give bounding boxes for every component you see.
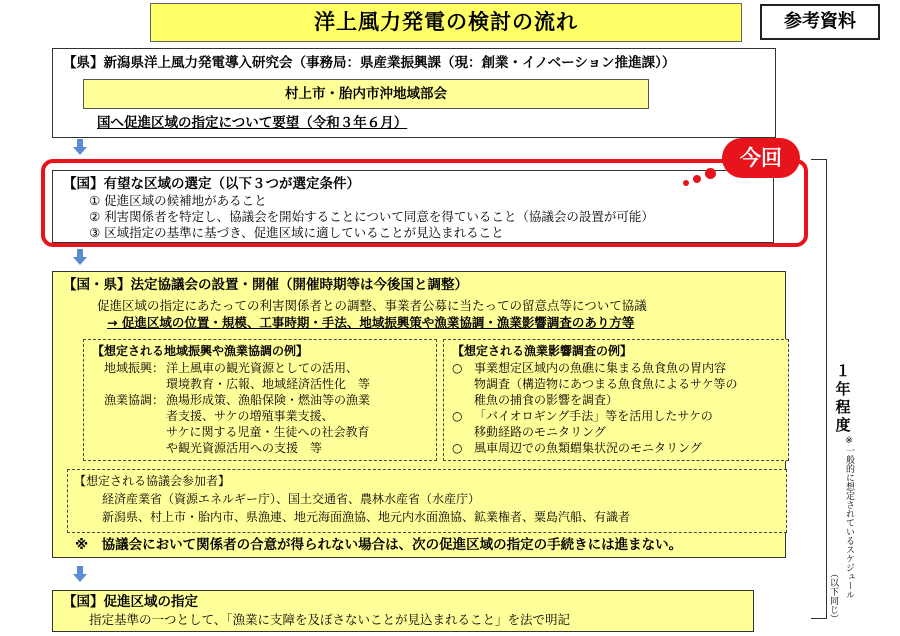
region-examples-box: [83, 339, 437, 461]
national-selection-heading: 【国】有望な区域の選定（以下３つが選定条件）: [63, 176, 360, 192]
survey-bullet: ○: [452, 361, 463, 375]
condition-2: ② 利害関係者を特定し、協議会を開始することについて同意を得ていること（協議会の設置が可能）: [89, 209, 654, 224]
participants-box: [67, 469, 787, 533]
schedule-note-sub: （以下同じ）: [828, 569, 838, 623]
designation-heading: 【国】促進区域の指定: [63, 594, 198, 610]
region-line: サケに関する児童・生徒への社会教育: [166, 425, 370, 439]
survey-bullet: ○: [452, 441, 463, 455]
council-heading: 【国・県】法定協議会の設置・開催（開催時期等は今後国と調整）: [63, 277, 468, 293]
current-stage-highlight-frame: [41, 159, 808, 247]
participants-line: 新潟県、村上市・胎内市、県漁連、地元海面漁協、地元内水面漁協、鉱業権者、粟島汽船、有識者: [102, 510, 631, 524]
participants-title: 【想定される協議会参加者】: [74, 474, 231, 488]
prefecture-section: [52, 48, 776, 138]
council-section: [52, 271, 786, 558]
schedule-duration: １年程度: [835, 362, 851, 434]
designation-section: [52, 590, 754, 632]
region-line: 漁場形成策、漁船保険・燃油等の漁業: [166, 393, 371, 407]
schedule-note: ※一般的に想定されているスケジュール: [844, 436, 854, 599]
down-arrow-icon: [73, 139, 87, 155]
region-line-label: 地域振興：: [104, 361, 165, 375]
request-text: 国へ促進区域の指定について要望（令和３年６月）: [97, 115, 408, 131]
callout-dot: [693, 175, 701, 183]
region-line-label: 漁業協調：: [104, 393, 165, 407]
designation-description: 指定基準の一つとして、「漁業に支障を及ぼさないことが見込まれること」を法で明記: [89, 612, 571, 627]
callout-dot: [683, 180, 689, 186]
region-line: や観光資源活用への支援 等: [166, 441, 323, 455]
survey-line: 事業想定区域内の魚礁に集まる魚食魚の胃内容: [474, 361, 727, 375]
schedule-bracket: [811, 159, 827, 619]
council-warning: ※ 協議会において関係者の合意が得られない場合は、次の促進区域の指定の手続きには進まない。: [75, 537, 683, 553]
down-arrow-icon: [73, 249, 87, 265]
survey-examples-title: 【想定される漁業影響調査の例】: [452, 344, 633, 358]
survey-line: 移動経路のモニタリング: [474, 425, 606, 439]
survey-examples-box: [443, 339, 789, 461]
survey-line: 稚魚の捕食の影響を調査）: [474, 393, 619, 407]
reference-badge: 参考資料: [760, 4, 880, 40]
condition-3: ③ 区域指定の基準に基づき、促進区域に適していることが見込まれること: [89, 225, 504, 240]
region-line: 者支援、サケの増殖事業支援、: [166, 409, 334, 423]
council-arrow-text: → 促進区域の位置・規模、工事時期・手法、地域振興策や漁業協調・漁業影響調査のあり方等: [107, 315, 635, 330]
down-arrow-icon: [73, 566, 87, 582]
callout-dot: [705, 168, 716, 179]
prefecture-heading: 【県】新潟県洋上風力発電導入研究会（事務局：県産業振興課（現：創業・イノベーション推進課））: [63, 55, 676, 71]
page-title: 洋上風力発電の検討の流れ: [150, 3, 742, 42]
survey-bullet: ○: [452, 409, 463, 423]
current-stage-label: 今回: [722, 138, 800, 178]
council-description: 促進区域の指定にあたっての利害関係者との調整、事業者公募に当たっての留意点等について協議: [97, 298, 647, 313]
region-line: 洋上風車の観光資源としての活用、: [166, 361, 359, 375]
survey-line: 物調査（構造物にあつまる魚食魚によるサケ等の: [474, 377, 738, 391]
condition-1: ① 促進区域の候補地があること: [89, 193, 267, 208]
region-examples-title: 【想定される地域振興や漁業協調の例】: [92, 344, 309, 358]
survey-line: 風車周辺での魚類蝟集状況のモニタリング: [474, 441, 702, 455]
region-line: 環境教育・広報、地域経済活性化 等: [166, 377, 371, 391]
subcommittee-box: 村上市・胎内市沖地域部会: [83, 79, 649, 109]
survey-line: 「バイオロギング手法」等を活用したサケの: [474, 409, 713, 423]
participants-line: 経済産業省（資源エネルギー庁）、国土交通省、農林水産省（水産庁）: [102, 492, 481, 506]
